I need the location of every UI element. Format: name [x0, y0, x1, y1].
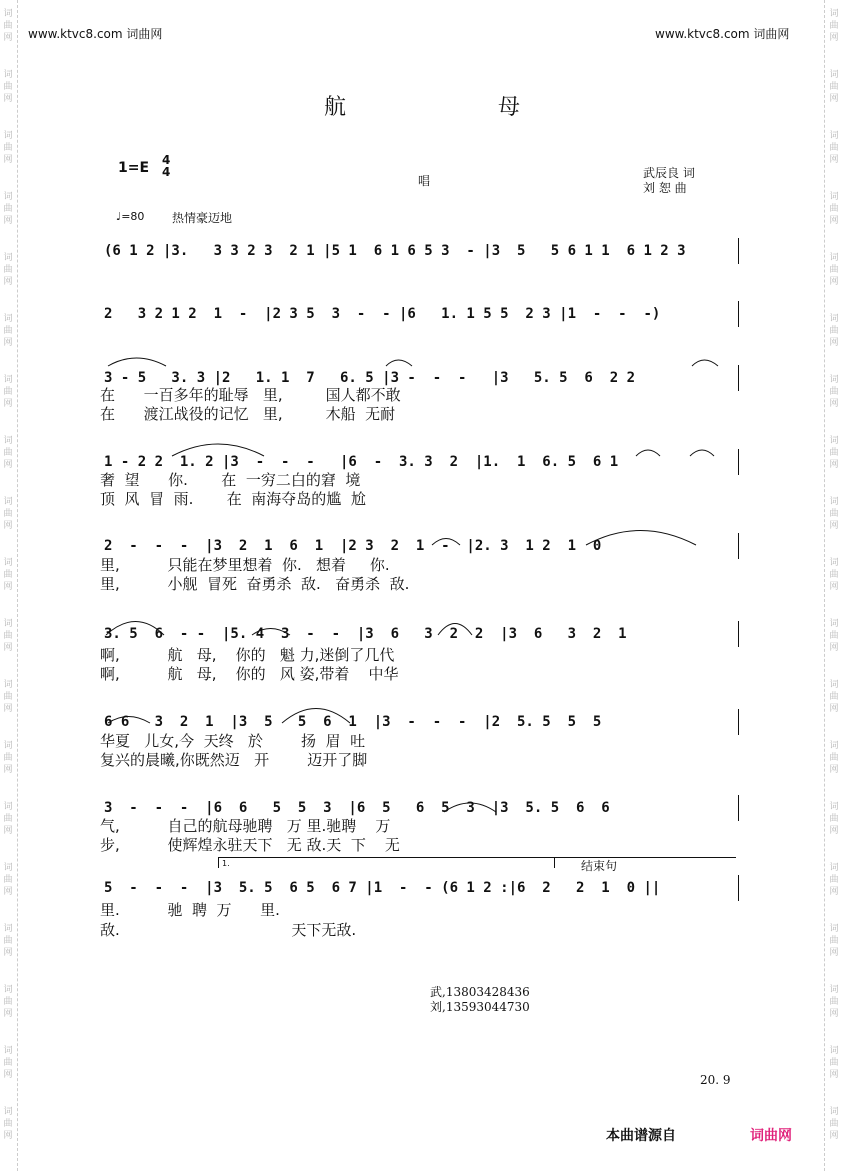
ending-first-label: 1.	[222, 859, 230, 868]
lyric-line: 华夏 儿女,今 天终 於 扬 眉 吐	[100, 732, 366, 750]
time-signature-top: 4	[162, 153, 171, 167]
title-char-2: 母	[498, 95, 521, 120]
lyric-line: 敌. 天下无敌.	[100, 921, 357, 939]
slur	[172, 444, 264, 456]
lyric-line: 在 一百多年的耻辱 里, 国人都不敢	[100, 386, 401, 404]
watermark-glyphs: 词 曲 网	[3, 619, 13, 653]
contact-block	[430, 985, 530, 1015]
watermark-glyphs: 词 曲 网	[829, 192, 839, 226]
notation-row: 3 - 5 3. 3 |2 1. 1 7 6. 5 |3 - - - |3 5. 5 6 2 2	[104, 370, 636, 386]
time-signature-bottom: 4	[162, 165, 171, 179]
expression-marking: 热情豪迈地	[172, 211, 233, 225]
watermark-glyphs: 词 曲 网	[829, 497, 839, 531]
slur	[438, 624, 472, 636]
slur	[692, 360, 718, 366]
watermark-glyphs: 词 曲 网	[3, 1046, 13, 1080]
slur	[282, 709, 350, 724]
watermark-glyphs: 词 曲 网	[3, 985, 13, 1019]
watermark-glyphs: 词 曲 网	[829, 375, 839, 409]
slur	[386, 360, 412, 366]
watermark-glyphs: 词 曲 网	[829, 802, 839, 836]
watermark-glyphs: 词 曲 网	[3, 1107, 13, 1141]
lyric-line: 步, 使辉煌永驻天下 无 敌.天 下 无	[100, 836, 400, 854]
notation-row: 6 6 3 2 1 |3 5 5 6 1 |3 - - - |2 5. 5 5 5	[104, 714, 602, 730]
watermark-glyphs: 词 曲 网	[3, 558, 13, 592]
slur	[690, 450, 714, 456]
watermark-glyphs: 词 曲 网	[3, 924, 13, 958]
slur	[106, 622, 164, 636]
lyric-line: 顶 风 冒 雨. 在 南海夺岛的尴 尬	[100, 490, 366, 508]
watermark-glyphs: 词 曲 网	[829, 741, 839, 775]
title-char-1: 航	[324, 95, 347, 120]
lyric-line: 里. 驰 聘 万 里.	[100, 901, 280, 919]
watermark-glyphs: 词 曲 网	[829, 436, 839, 470]
notation-row: 5 - - - |3 5. 5 6 5 6 7 |1 - - (6 1 2 :|6 2 2 1 0 ||	[104, 880, 661, 896]
header-url-right: www.ktvc8.com 词曲网	[655, 27, 790, 41]
watermark-glyphs: 词 曲 网	[3, 192, 13, 226]
composer: 刘 恕 曲	[643, 181, 687, 195]
notation-row: (6 1 2 |3. 3 3 2 3 2 1 |5 1 6 1 6 5 3 - |3 5 5 6 1 1 6 1 2 3	[104, 243, 686, 259]
watermark-glyphs: 词 曲 网	[829, 680, 839, 714]
lyric-line: 啊, 航 母, 你的 魁 力,迷倒了几代	[100, 646, 395, 664]
watermark-glyphs: 词 曲 网	[3, 253, 13, 287]
watermark-glyphs: 词 曲 网	[3, 741, 13, 775]
watermark-glyphs: 词 曲 网	[3, 314, 13, 348]
ending-label: 结束句	[581, 859, 618, 873]
contact-line-2: 刘,13593044730	[430, 1000, 530, 1014]
lyric-line: 啊, 航 母, 你的 风 姿,带着 中华	[100, 665, 399, 683]
lyric-line: 奢 望 你. 在 一穷二白的窘 境	[100, 471, 361, 489]
watermark-glyphs: 词 曲 网	[829, 863, 839, 897]
watermark-glyphs: 词 曲 网	[3, 70, 13, 104]
notation-row: 3. 5 6 - - |5. 4 3 - - |3 6 3 2 2 |3 6 3 2 1	[104, 626, 627, 642]
watermark-glyphs: 词 曲 网	[3, 436, 13, 470]
notation-row: 1 - 2 2 1. 2 |3 - - - |6 - 3. 3 2 |1. 1 6. 5 6 1	[104, 454, 619, 470]
lyric-line: 里, 只能在梦里想着 你. 想着 你.	[100, 556, 390, 574]
slur	[444, 803, 496, 812]
watermark-glyphs: 词 曲 网	[829, 314, 839, 348]
watermark-glyphs: 词 曲 网	[3, 9, 13, 43]
header-url-left: www.ktvc8.com 词曲网	[28, 27, 163, 41]
singing-label: 唱	[418, 174, 431, 188]
watermark-glyphs: 词 曲 网	[3, 802, 13, 836]
watermark-glyphs: 词 曲 网	[3, 497, 13, 531]
key-signature: 1=E	[118, 160, 150, 176]
lyric-line: 气, 自己的航母驰聘 万 里.驰聘 万	[100, 817, 391, 835]
slur	[636, 450, 660, 456]
watermark-glyphs: 词 曲 网	[829, 253, 839, 287]
source-site-link[interactable]: 词曲网	[750, 1128, 792, 1144]
watermark-glyphs: 词 曲 网	[829, 131, 839, 165]
notation-row: 2 3 2 1 2 1 - |2 3 5 3 - - |6 1. 1 5 5 2 3 |1 - - -)	[104, 306, 661, 322]
watermark-glyphs: 词 曲 网	[3, 863, 13, 897]
contact-line-1: 武,13803428436	[430, 985, 530, 999]
lyricist: 武辰良 词	[643, 166, 695, 180]
watermark-glyphs: 词 曲 网	[829, 1046, 839, 1080]
page-number: 20. 9	[700, 1073, 731, 1087]
source-label: 本曲谱源自	[606, 1128, 676, 1144]
watermark-glyphs: 词 曲 网	[3, 131, 13, 165]
watermark-glyphs: 词 曲 网	[829, 1107, 839, 1141]
watermark-glyphs: 词 曲 网	[3, 375, 13, 409]
slur	[252, 629, 290, 636]
watermark-glyphs: 词 曲 网	[829, 924, 839, 958]
lyric-line: 里, 小舰 冒死 奋勇杀 敌. 奋勇杀 敌.	[100, 575, 410, 593]
watermark-glyphs: 词 曲 网	[829, 70, 839, 104]
watermark-glyphs: 词 曲 网	[829, 558, 839, 592]
watermark-glyphs: 词 曲 网	[3, 680, 13, 714]
lyric-line: 复兴的晨曦,你既然迈 开 迈开了脚	[100, 751, 368, 769]
slur	[586, 531, 696, 546]
slur	[108, 717, 150, 724]
watermark-glyphs: 词 曲 网	[829, 985, 839, 1019]
notation-row: 3 - - - |6 6 5 5 3 |6 5 6 5 3 |3 5. 5 6 6	[104, 800, 610, 816]
watermark-glyphs: 词 曲 网	[829, 619, 839, 653]
watermark-glyphs: 词 曲 网	[829, 9, 839, 43]
slur	[432, 539, 460, 546]
slur	[108, 358, 166, 366]
lyric-line: 在 渡江战役的记忆 里, 木船 无耐	[100, 405, 396, 423]
notation-row: 2 - - - |3 2 1 6 1 |2 3 2 1 - |2. 3 1 2 1 0	[104, 538, 602, 554]
tempo-marking: ♩=80	[116, 210, 145, 223]
